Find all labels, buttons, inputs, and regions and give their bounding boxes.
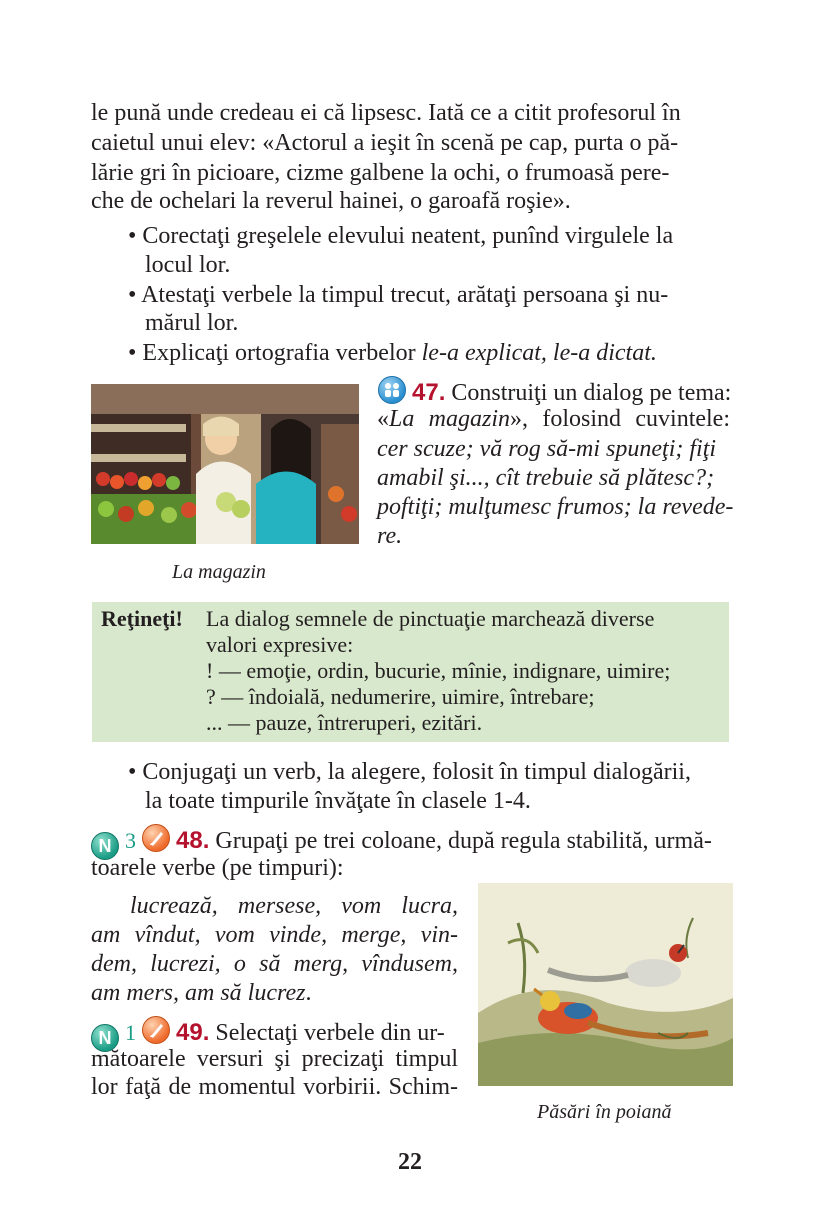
ex47-phrase-1: cer scuze; vă rog să-mi spuneţi; fiţi [377,436,717,462]
ex48-end-dot: . [305,980,312,1006]
ex47-line2 [377,404,730,434]
store-scene-illustration [91,384,359,544]
ex49-level: 1 [125,1020,136,1045]
pheasants-illustration [478,883,733,1086]
ex49-number: 49. [176,1019,210,1046]
ex48-verbs-4-text: am mers, am să lucrez [91,980,306,1006]
retineti-line-3: ! — emoţie, ordin, bucurie, mînie, indignare, uimire; [206,658,671,683]
ex48-line2: toarele verbe (pe timpuri): [91,855,344,881]
retineti-line-5: ... — pauze, întreruperi, ezitări. [206,710,483,735]
bullet-explain-italic: le-a explicat, le-a dictat. [421,340,657,366]
n-level-badge-icon: N [91,1024,119,1052]
ex47-line2-rest: », folosind cuvintele: [510,406,731,432]
ex47-phrase-3: poftiţi; mulţumesc frumos; la revede- [377,494,734,520]
pencil-icon [142,824,170,852]
ex47-phrase-4: re. [377,523,403,549]
n-level-badge-icon: N [91,832,119,860]
retineti-line-1: La dialog semnele de pinctuaţie marchează diverse [206,606,655,631]
ex48-verbs-1: lucrează, mersese, vom lucra, [130,893,458,919]
intro-line-2: caietul unui elev: «Actorul a ieşit în scenă pe cap, purta o pă- [91,130,679,156]
ex47-quote-open: « [377,406,389,432]
photo-pasari-in-poiana [478,883,733,1086]
ex49-text: Selectaţi verbele din ur- [209,1020,445,1046]
bullet-correct-line1: • Corectaţi greşelele elevului neatent, punînd virgulele la [128,223,674,249]
ex48-level: 3 [125,828,136,853]
photo-la-magazin [91,384,359,544]
dialog-icon [378,376,406,404]
intro-line-1: le pună unde credeau ei că lipsesc. Iată ce a citit profesorul în [91,100,681,126]
bullet-attest-line2: mărul lor. [145,310,239,336]
bullet-explain-text: • Explicaţi ortografia verbelor [128,340,422,366]
ex49-line3: lor faţă de momentul vorbirii. Schim- [91,1074,458,1100]
ex47-number: 47. [412,379,446,406]
photo2-caption: Păsări în poiană [537,1101,672,1123]
photo1-caption: La magazin [172,561,266,583]
intro-line-3: lărie gri în picioare, cizme galbene la ochi, o frumoasă pere- [91,160,670,186]
ex47-phrase-2: amabil şi..., cît trebuie să plătesc?; [377,465,715,491]
ex48-number: 48. [176,827,210,854]
intro-line-4: che de ochelari la reverul hainei, o garoafă roşie». [91,188,571,214]
bullet-explain [128,339,657,368]
ex48-verbs-3: dem, lucrezi, o să merg, vîndusem, [91,951,458,977]
ex49-line2: mătoarele versuri şi precizaţi timpul [91,1046,458,1072]
ex48-text: Grupaţi pe trei coloane, după regula stabilită, urmă- [209,828,712,854]
bullet-conjugate-line1: • Conjugaţi un verb, la alegere, folosit în timpul dialogării, [128,759,691,785]
ex47-text: Construiţi un dialog pe tema: [445,380,732,406]
ex48-verbs-4 [91,978,311,1008]
bullet-attest-line1: • Atestaţi verbele la timpul trecut, arătaţi persoana şi nu- [128,282,669,308]
retineti-line-2: valori expresive: [206,632,354,657]
retineti-label: Reţineţi! [101,606,183,631]
ex47-topic: La magazin [389,406,511,432]
retineti-line-4: ? — îndoială, nedumerire, uimire, întrebare; [206,684,595,709]
bullet-conjugate-line2: la toate timpurile învăţate în clasele 1-4. [145,788,531,814]
pencil-icon [142,1016,170,1044]
page-number: 22 [398,1149,422,1175]
bullet-correct-line2: locul lor. [145,252,231,278]
ex48-verbs-2: am vîndut, vom vinde, merge, vin- [91,922,458,948]
